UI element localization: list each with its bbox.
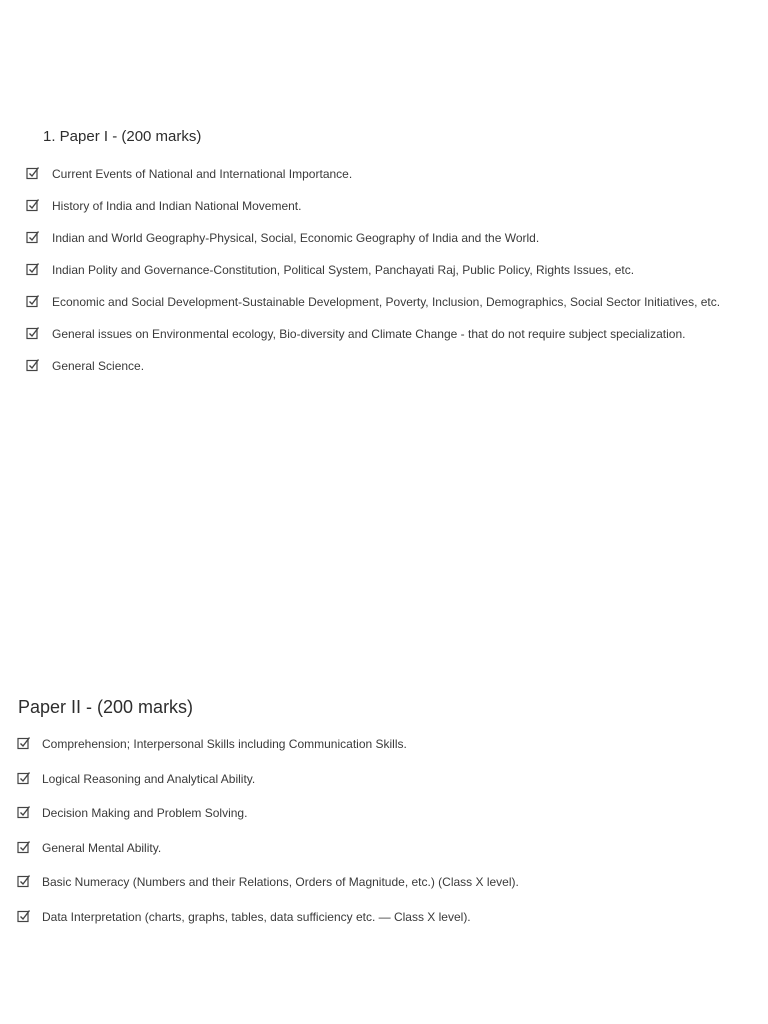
checked-box-icon [17, 805, 31, 819]
item-text: General Mental Ability. [42, 840, 162, 855]
item-text: Basic Numeracy (Numbers and their Relations, Orders of Magnitude, etc.) (Class X level). [42, 875, 519, 889]
paper-2-heading: Paper II - (200 marks) [18, 697, 194, 717]
item-text: Data Interpretation (charts, graphs, tables, data sufficiency etc. — Class X level). [42, 909, 471, 924]
list-item [26, 164, 741, 184]
checked-box-icon [26, 326, 40, 340]
list-item [17, 769, 737, 789]
item-text: Indian and World Geography-Physical, Social, Economic Geography of India and the World. [52, 231, 540, 245]
checked-box-icon [26, 262, 40, 276]
checked-box-icon [17, 771, 31, 785]
checked-box-icon [26, 358, 40, 372]
paper-1-section [0, 128, 768, 388]
item-text: Comprehension; Interpersonal Skills including Communication Skills. [42, 737, 407, 751]
list-item [26, 228, 741, 248]
checked-box-icon [26, 198, 40, 212]
list-item [26, 324, 741, 344]
checked-box-icon [17, 840, 31, 854]
list-item [26, 260, 741, 280]
item-text: General Science. [52, 359, 145, 373]
list-item [26, 356, 741, 376]
item-text: Economic and Social Development-Sustainable Development, Poverty, Inclusion, Demographics, Social Sector Initiatives, etc. [52, 295, 721, 309]
item-text: Logical Reasoning and Analytical Ability. [42, 771, 256, 786]
list-item [26, 292, 741, 312]
checked-box-icon [17, 736, 31, 750]
list-item [26, 196, 741, 216]
item-text: History of India and Indian National Movement. [52, 199, 302, 213]
list-item [17, 803, 737, 823]
checked-box-icon [26, 166, 40, 180]
list-item [17, 734, 737, 754]
item-text: General issues on Environmental ecology, Bio-diversity and Climate Change - that do not require subject specialization. [52, 327, 686, 341]
item-text: Decision Making and Problem Solving. [42, 806, 248, 820]
checked-box-icon [26, 230, 40, 244]
checked-box-icon [17, 909, 31, 923]
list-item [17, 907, 737, 927]
paper-2-section [0, 697, 768, 941]
paper-2-syllabus-list [0, 734, 737, 927]
list-item [17, 872, 737, 892]
paper-1-syllabus-list [0, 164, 741, 376]
checked-box-icon [26, 294, 40, 308]
item-text: Indian Polity and Governance-Constitution, Political System, Panchayati Raj, Public Policy, Rights Issues, etc. [52, 263, 635, 277]
item-text: Current Events of National and International Importance. [52, 167, 353, 181]
paper-1-heading: 1. Paper I - (200 marks) [43, 128, 202, 145]
checked-box-icon [17, 874, 31, 888]
list-item [17, 838, 737, 858]
